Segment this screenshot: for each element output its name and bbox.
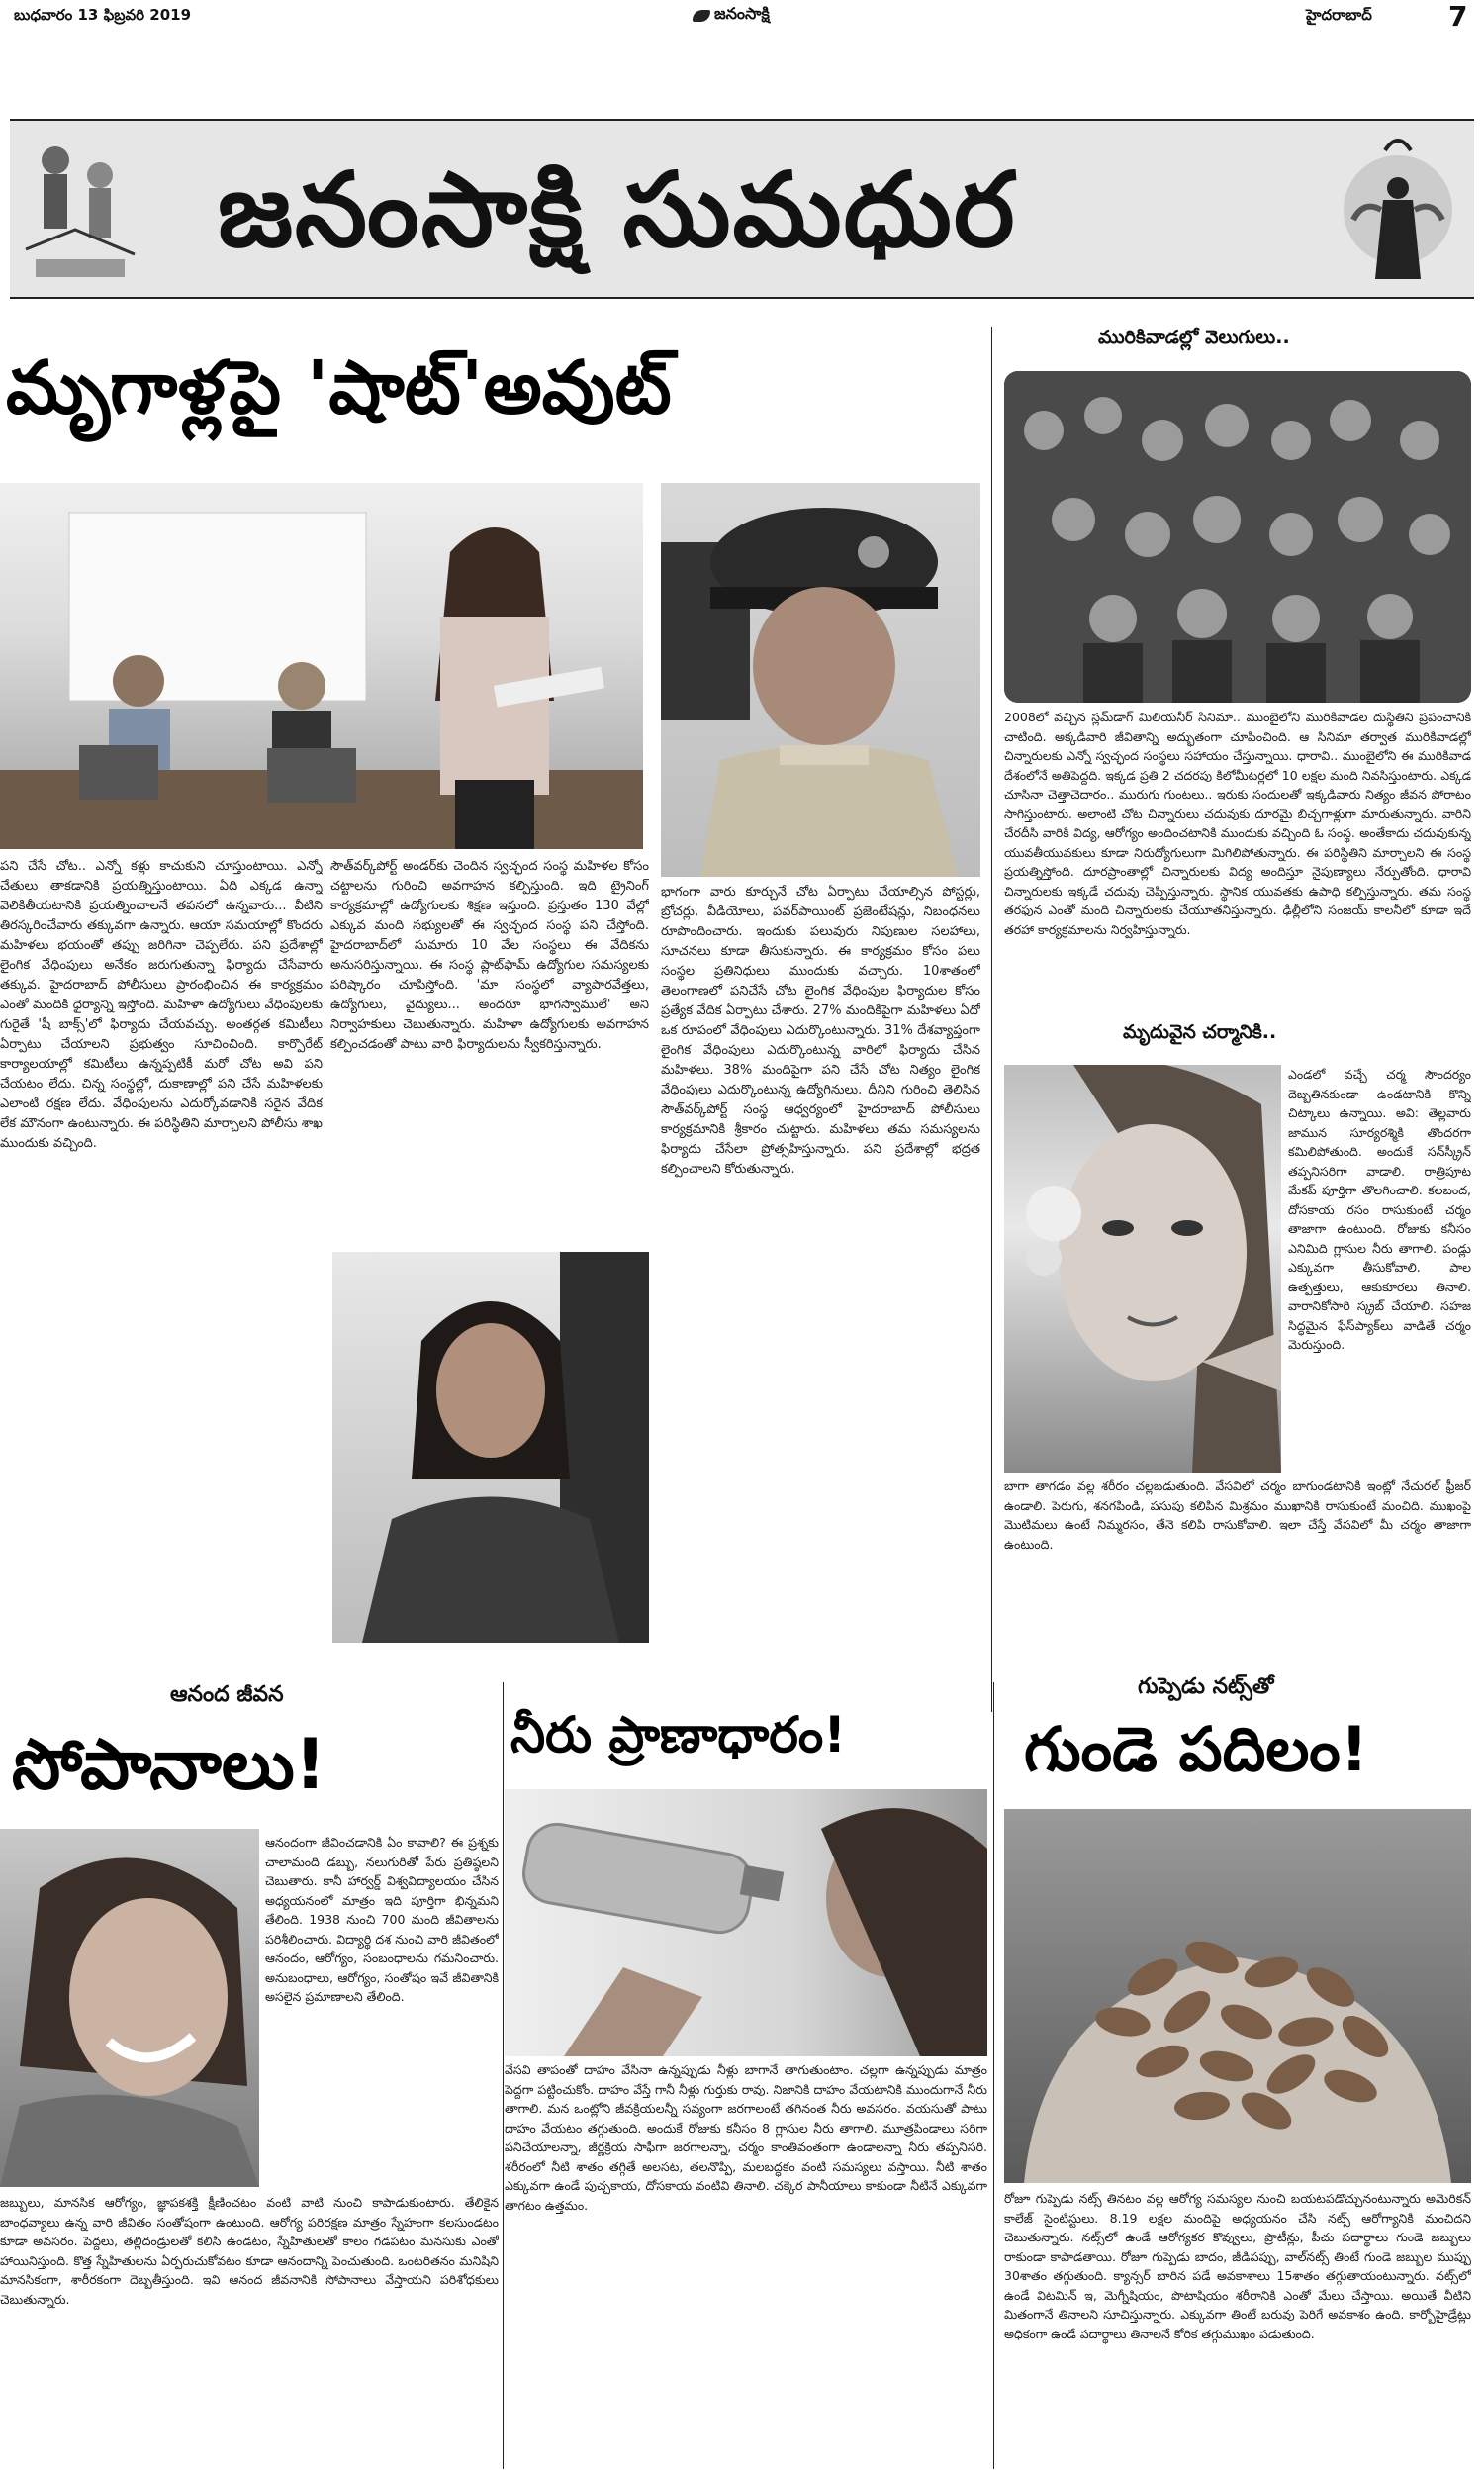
story5-headline: నీరు ప్రాణాధారం!	[510, 1706, 847, 1763]
woman-smiling-photo	[332, 1252, 649, 1643]
office-photo	[0, 483, 643, 849]
story4-body-side: ఆనందంగా జీవించడానికి ఏం కావాలి? ఈ ప్రశ్నకు చాలామంది డబ్బు, నలుగురితో పేరు ప్రతిష్ఠలని చెబుతారు. కానీ హార్వర్డ్ విశ్వవిద్యాలయం చేసిన అధ్యయనంలో మాత్రం ఇది పూర్తిగా భిన్నమని తేలింది. 1938 నుంచి 700 మంది జీవితాలను పరిశీలించారు. విద్యార్థి దశ నుంచి వారి జీవితంలో ఆనందం, ఆరోగ్యం, సంబంధాలను గమనించారు. అనుబంధాలు, ఆరోగ్యం, సంతోషం ఇవే జీవితానికి అసలైన ప్రమాణాలని తేలింది.	[265, 1835, 499, 2004]
masthead-small	[693, 4, 770, 27]
story4-kicker: ఆనంద జీవన	[170, 1682, 284, 1707]
story6-headline: గుండె పదిలం!	[1024, 1713, 1369, 1785]
section-banner	[10, 119, 1474, 299]
story3-kicker: మృదువైన చర్మానికి..	[1123, 1021, 1277, 1043]
drinking-water-photo	[505, 1789, 987, 2056]
story2-kicker: మురికివాడల్లో వెలుగులు..	[1098, 327, 1290, 348]
column-divider-2	[503, 1682, 504, 2469]
story3-body-top: ఎండలో వచ్చే చర్మ సౌందర్యం దెబ్బతినకుండా ఉండటానికి కొన్ని చిట్కాలు ఉన్నాయి. అవి: తెల్లవారు జామున సూర్యరశ్మికి తొందరగా కమిలిపోతుంది. అందుకే సన్‌స్క్రీన్ తప్పనిసరిగా వాడాలి. రాత్రిపూట మేకప్ పూర్తిగా తొలగించాలి. కలబంద, దోసకాయ రసం రాసుకుంటే చర్మం తాజాగా ఉంటుంది. రోజుకు కనీసం ఎనిమిది గ్లాసుల నీరు తాగాలి. పండ్లు ఎక్కువగా తీసుకోవాలి. పాల ఉత్పత్తులు, ఆకుకూరలు తినాలి. వారానికోసారి స్క్రబ్ చేయాలి. సహజ సిద్ధమైన ఫేస్‌ప్యాక్‌లు వాడితే చర్మం మెరుస్తుంది.	[1288, 1067, 1471, 1352]
story1-col3: భాగంగా వారు కూర్చునే చోట ఏర్పాటు చేయాల్సిన పోస్టర్లు, బ్రోచర్లు, వీడియోలు, పవర్‌పాయింట్ ప్రజెంటేషన్లు, నిబంధనలు రూపొందించారు. ఇందుకు పలువురు నిపుణుల సలహాలు, సూచనలు కూడా తీసుకున్నారు. ఈ కార్యక్రమం కోసం పలు సంస్థల ప్రతినిధులు ముందుకు వచ్చారు. 10శాతంలో తెలంగాణలో పనిచేసే చోట లైంగిక వేధింపుల ఫిర్యాదుల కోసం ప్రత్యేక వేదిక ఏర్పాటు చేశారు. 27% మందికిపైగా మహిళలు ఏదో ఒక రూపంలో వేధింపులు ఎదుర్కొంటున్నారు. 31% దేశవ్యాప్తంగా లైంగిక వేధింపులు ఎదుర్కొంటున్న వారిలో ఫిర్యాదు చేసిన మహిళలు. 38% మందిపైగా పని చేసే చోట నిత్యం లైంగిక వేధింపులు ఎదుర్కొంటున్న ఉద్యోగినులు. దీనిని గురించి తెలిసిన సౌత్‌వర్క్‌పోర్ట్ సంస్థ ఆధ్వర్యంలో హైదరాబాద్ పోలీసులు కార్యక్రమానికి శ్రీకారం చుట్టారు. మహిళలు తమ సమస్యలను ఫిర్యాదు చేసేలా ప్రోత్సహిస్తున్నారు. పని ప్రదేశాల్లో భద్రత కల్పించాలని కోరుతున్నారు.	[661, 885, 980, 1177]
almonds-photo	[1004, 1809, 1471, 2183]
story1-headline: మృగాళ్లపై 'షాట్'అవుట్	[6, 345, 672, 430]
slum-children-photo	[1004, 371, 1471, 703]
header-city: హైదరాబాద్	[1306, 6, 1372, 24]
header-date: బుధవారం 13 ఫిబ్రవరి 2019	[14, 6, 192, 24]
banner-title: జనంసాక్షి సుమధుర	[218, 149, 1017, 270]
page-number: 7	[1448, 0, 1468, 33]
story4-headline: సోపానాలు!	[12, 1724, 326, 1805]
story5-body: వేసవి తాపంతో దాహం వేసినా ఉన్నప్పుడు నీళ్లు బాగానే తాగుతుంటాం. చల్లగా ఉన్నప్పుడు మాత్రం పెద్దగా పట్టించుకోం. దాహం వేస్తే గానీ నీళ్లు గుర్తుకు రావు. నిజానికి దాహం వేయటానికి ముందుగానే నీరు తాగాలి. మన ఒంట్లోని జీవక్రియలన్నీ సవ్యంగా జరగాలంటే తగినంత నీరు అవసరం. వయసుతో పాటు దాహం వేయటం తగ్గుతుంది. అందుకే రోజుకు కనీసం 8 గ్లాసుల నీరు తాగాలి. మూత్రపిండాలు సరిగా పనిచేయాలన్నా, జీర్ణక్రియ సాఫీగా జరగాలన్నా, చర్మం కాంతివంతంగా ఉండాలన్నా నీరు తప్పనిసరి. శరీరంలో నీటి శాతం తగ్గితే అలసట, తలనొప్పి, మలబద్ధకం వంటి సమస్యలు వస్తాయి. నీటి శాతం ఎక్కువగా ఉండే పుచ్చకాయ, దోసకాయ వంటివి తినాలి. చక్కెర పానీయాలు కాకుండా నీటినే ఎక్కువగా తాగటం ఉత్తమం.	[505, 2062, 987, 2213]
story4-body-bottom: జబ్బులు, మానసిక ఆరోగ్యం, జ్ఞాపకశక్తి క్షీణించటం వంటి వాటి నుంచి కాపాడుకుంటారు. తేలికైన బాంధవ్యాలు ఉన్న వారి జీవితం సంతోషంగా ఉంటుంది. ఆరోగ్య పరిరక్షణ మాత్రం స్నేహంగా కలసుండటం కూడా అవసరం. పెద్దలు, తల్లిదండ్రులతో కలిసి ఉండటం, స్నేహితులతో కాలం గడపటం మనసుకు ఎంతో హాయినిస్తుంది. కొత్త స్నేహితులను ఏర్పరుచుకోవటం కూడా ఆనందాన్ని పెంచుతుంది. ఒంటరితనం మనిషిని మానసికంగా, శారీరకంగా దెబ్బతీస్తుంది. ఇవి ఆనంద జీవనానికి సోపానాలు వేస్తాయని పరిశోధకులు చెబుతున్నారు.	[0, 2195, 499, 2307]
face-closeup-photo	[1004, 1065, 1281, 1473]
banner-kids-illustration	[16, 131, 144, 289]
paper-logo-icon	[693, 10, 710, 22]
laughing-woman-photo	[0, 1829, 259, 2187]
story2-body: 2008లో వచ్చిన స్లమ్‌డాగ్ మిలియనీర్ సినిమా.. ముంబైలోని మురికివాడల దుస్థితిని ప్రపంచానికి చాటింది. అక్కడివారి జీవితాన్ని అద్భుతంగా చూపించింది. ఆ సినిమా తర్వాత మురికివాడల్లో చిన్నారులకు ఎన్నో స్వచ్ఛంద సంస్థలు సహాయం చేస్తున్నాయి. ధారావి.. ముంబైలోని ఈ మురికివాడ దేశంలోనే అతిపెద్దది. ఇక్కడ ప్రతి 2 చదరపు కిలోమీటర్లలో 10 లక్షల మంది నివసిస్తుంటారు. ఎక్కడ చూసినా చెత్తాచెదారం.. మురుగు గుంటలు.. ఇరుకు సందులతో ఇక్కడివారు నిత్యం జీవన పోరాటం సాగిస్తుంటారు. అలాంటి చోట చిన్నారులు చదువుకు దూరమై బిచ్చగాళ్లుగా మారుతున్నారు. వారిని చేరదీసి వారికి విద్య, ఆరోగ్యం అందించటానికి ముందుకు వచ్చింది ఓ సంస్థ. అంతేకాదు చదువుకున్న యువతీయువకులు కూడా నిరుద్యోగులుగా మిగిలిపోతున్నారు. ఈ పరిస్థితిని మార్చాలని ఈ సంస్థ ప్రయత్నిస్తోంది. దూరప్రాంతాల్లో చిన్నారులకు విద్య అందిస్తూ నైపుణ్యాలు నేర్పుతోంది. ధారావి చిన్నారులకు ఇక్కడే చదువు చెప్పిస్తున్నారు. స్థానిక యువతకు ఉపాధి కల్పిస్తున్నారు. తమ సంస్థ తరఫున ఎంతో మంది చిన్నారులకు చేయూతనిస్తున్నారు. ఢిల్లీలోని సంజయ్ కాలనీలో కూడా ఇదే తరహా కార్యక్రమాలను నిర్వహిస్తున్నారు.	[1004, 710, 1471, 937]
story6-body: రోజూ గుప్పెడు నట్స్ తినటం వల్ల ఆరోగ్య సమస్యల నుంచి బయటపడొచ్చునంటున్నారు అమెరికన్ కాలేజ్ సైంటిస్టులు. 8.19 లక్షల మందిపై అధ్యయనం చేసి నట్స్ ఆరోగ్యానికి మంచిదని చెబుతున్నారు. నట్స్‌లో ఉండే ఆరోగ్యకర కొవ్వులు, ప్రొటీన్లు, పీచు పదార్థాలు గుండె జబ్బులు రాకుండా కాపాడతాయి. రోజూ గుప్పెడు బాదం, జీడిపప్పు, వాల్‌నట్స్ తింటే గుండె జబ్బుల ముప్పు 30శాతం తగ్గుతుంది. క్యాన్సర్ బారిన పడే అవకాశాలు 15శాతం తగ్గుతాయంటున్నారు. నట్స్‌లో ఉండే విటమిన్ ఇ, మెగ్నీషియం, పొటాషియం శరీరానికి ఎంతో మేలు చేస్తాయి. అయితే వీటిని మితంగానే తినాలని సూచిస్తున్నారు. ఎక్కువగా తింటే బరువు పెరిగే అవకాశం ఉంది. కార్బోహైడ్రేట్లు అధికంగా ఉండే పదార్థాలు తినాలనే కోరిక తగ్గుముఖం పడుతుంది.	[1004, 2191, 1471, 2341]
column-divider	[991, 327, 992, 1712]
story3-body-bottom: బాగా తాగడం వల్ల శరీరం చల్లబడుతుంది. వేసవిలో చర్మం బాగుండటానికి ఇంట్లో నేచురల్ ఫ్రీజర్ ఉండాలి. పెరుగు, శనగపిండి, పసుపు కలిపిన మిశ్రమం ముఖానికి రాసుకుంటే మంచిది. ముఖంపై మొటిమలు ఉంటే నిమ్మరసం, తేనె కలిపి రాసుకోవాలి. ఇలా చేస్తే వేసవిలో మీ చర్మం తాజాగా ఉంటుంది.	[1004, 1478, 1471, 1552]
story1-col1: పని చేసే చోట.. ఎన్నో కళ్లు కాచుకుని చూస్తుంటాయి. ఎన్నో చేతులు తాకడానికి ప్రయత్నిస్తుంటాయి. ఏది ఎక్కడ ఉన్నా వెలికితీయటానికి ప్రయత్నించాలనే తపనలో ఉన్నవారు... వీటిని తిరస్కరించేవారు తక్కువగా ఉన్నారు. ఆయా సమయాల్లో కొందరు మహిళలు భయంతో తప్పు జరిగినా చెప్పలేరు. పని ప్రదేశాల్లో లైంగిక వేధింపులు అనేకం జరుగుతున్నా ఫిర్యాదు చేసేవారు తక్కువ. హైదరాబాద్ పోలీసులు ప్రారంభించిన ఈ కార్యక్రమం ఎంతో మందికి ధైర్యాన్ని ఇస్తోంది. మహిళా ఉద్యోగులు వేధింపులకు గురైతే 'షీ బాక్స్'లో ఫిర్యాదు చేయవచ్చు. అంతర్గత కమిటీలు ఏర్పాటు చేయాలని ప్రభుత్వం సూచించింది. కార్పొరేట్ కార్యాలయాల్లో కమిటీలు ఉన్నప్పటికీ మరో చోట అవి పని చేయటం లేదు. చిన్న సంస్థల్లో, దుకాణాల్లో పని చేసే మహిళలకు ఎలాంటి రక్షణ లేదు. వేధింపులను ఎదుర్కోవడానికి సరైన వేదిక లేక మౌనంగా ఉంటున్నారు. ఈ పరిస్థితిని మార్చాలని పోలీసు శాఖ ముందుకు వచ్చింది.	[0, 859, 323, 1151]
story1-col2: సౌత్‌వర్క్‌పోర్ట్ అండర్‌కు చెందిన స్వచ్ఛంద సంస్థ మహిళల కోసం చట్టాలను గురించి అవగాహన కల్పిస్తుంది. ఇది ట్రైనింగ్ కార్యక్రమాల్లో ఉద్యోగులకు శిక్షణ ఇస్తుంది. ప్రస్తుతం 130 వేల్లో ఎక్కువ మంది సభ్యులతో ఈ స్వచ్ఛంద సంస్థ పని చేస్తోంది. హైదరాబాద్‌లో సుమారు 10 వేల సంస్థలు ఈ వేదికను అనుసరిస్తున్నాయి. ఈ సంస్థ ప్లాట్‌ఫామ్ ఉద్యోగుల సమస్యలకు పరిష్కారం చూపిస్తోంది. 'మా సంస్థలో వ్యాపారవేత్తలు, ఉద్యోగులు, వైద్యులు... అందరూ భాగస్వాములే' అని నిర్వాహకులు చెబుతున్నారు. మహిళా ఉద్యోగులకు అవగాహన కల్పించడంతో పాటు వారి ఫిర్యాదులను స్వీకరిస్తున్నారు.	[330, 859, 649, 1052]
police-officer-photo	[661, 483, 980, 877]
column-divider-3	[993, 1682, 994, 2469]
story6-kicker: గుప్పెడు నట్స్‌తో	[1138, 1674, 1274, 1699]
banner-woman-icon	[1334, 131, 1462, 294]
paper-name: జనంసాక్షి	[714, 4, 770, 23]
